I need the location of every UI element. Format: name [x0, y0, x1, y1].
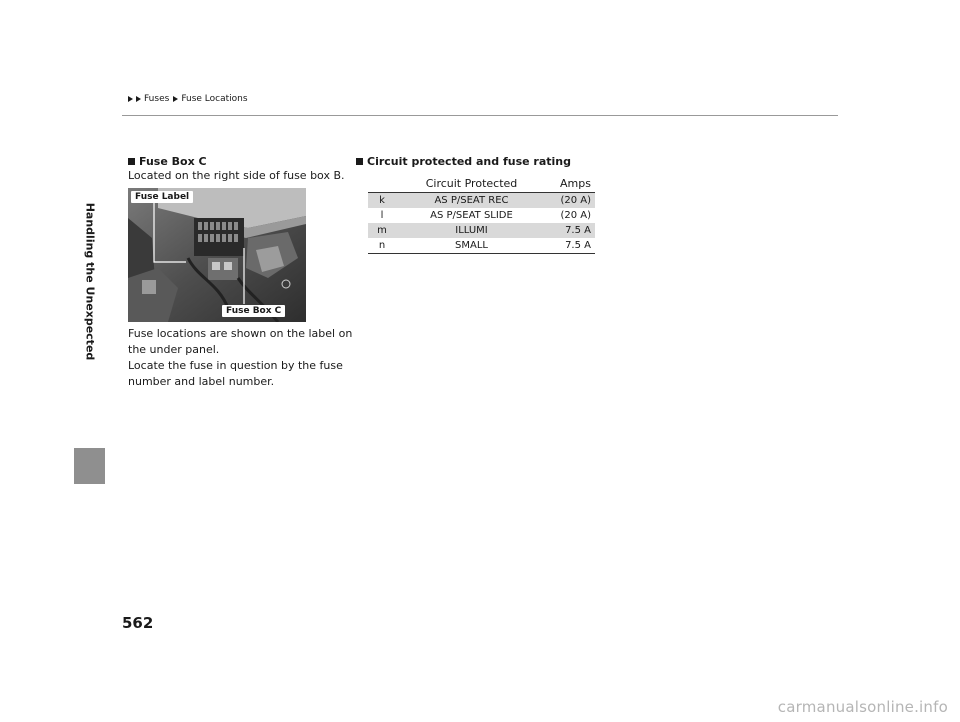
circuit-table-heading — [356, 155, 571, 168]
fuse-box-c-heading-text: Fuse Box C — [139, 155, 207, 168]
row-circuit: SMALL — [396, 238, 547, 254]
row-amps: 7.5 A — [547, 238, 595, 254]
circuit-table-heading-text: Circuit protected and fuse rating — [367, 155, 571, 168]
triangle-right-icon — [173, 96, 178, 102]
watermark-text[interactable]: carmanualsonline.info — [777, 698, 948, 716]
row-circuit: ILLUMI — [396, 223, 547, 238]
circuit-fuse-table — [368, 175, 595, 254]
fuse-label-callout: Fuse Label — [131, 191, 193, 203]
triangle-right-icon — [128, 96, 133, 102]
fuse-locations-note — [128, 326, 352, 390]
triangle-right-icon — [136, 96, 141, 102]
row-amps: (20 A) — [560, 210, 591, 221]
note-line: Locate the fuse in question by the fuse — [128, 359, 343, 372]
note-line: number and label number. — [128, 375, 275, 388]
table-row — [368, 208, 595, 223]
chapter-side-label — [80, 116, 100, 446]
row-id: n — [368, 238, 396, 254]
row-id: l — [380, 210, 384, 221]
table-row — [368, 223, 595, 238]
column-header-amps: Amps — [547, 175, 595, 193]
table-row — [368, 238, 595, 254]
fuse-box-c-callout: Fuse Box C — [222, 305, 285, 317]
row-id: k — [368, 193, 396, 209]
column-header-circuit: Circuit Protected — [396, 175, 547, 193]
row-circuit: AS P/SEAT SLIDE — [430, 210, 513, 221]
fuse-box-c-photo — [128, 188, 306, 322]
column-header-id — [368, 175, 396, 193]
chapter-tab-marker — [74, 448, 105, 484]
breadcrumb-item-fuses[interactable]: Fuses — [144, 94, 170, 104]
row-amps: (20 A) — [547, 193, 595, 209]
row-circuit: AS P/SEAT REC — [396, 193, 547, 209]
note-line: the under panel. — [128, 343, 220, 356]
breadcrumb-item-fuse-locations[interactable]: Fuse Locations — [181, 94, 248, 104]
fuse-box-c-location: Located on the right side of fuse box B. — [128, 169, 345, 182]
row-amps: 7.5 A — [547, 223, 595, 238]
table-row — [368, 193, 595, 209]
table-header-row — [368, 175, 595, 193]
row-id: m — [368, 223, 396, 238]
header-divider — [122, 115, 838, 116]
square-bullet-icon — [356, 158, 363, 165]
page-number: 562 — [122, 614, 154, 632]
breadcrumb — [128, 94, 248, 104]
chapter-side-label-text: Handling the Unexpected — [83, 202, 97, 360]
fuse-box-c-heading — [128, 155, 207, 168]
note-line: Fuse locations are shown on the label on — [128, 327, 353, 340]
square-bullet-icon — [128, 158, 135, 165]
